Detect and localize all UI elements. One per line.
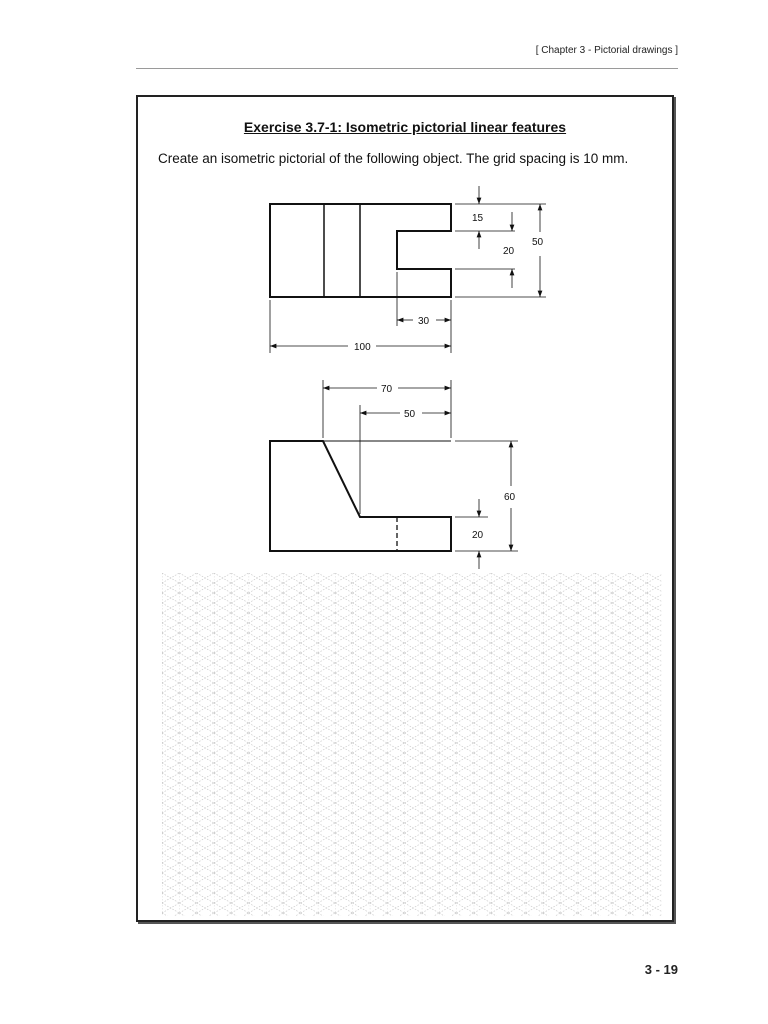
front-view bbox=[270, 186, 546, 353]
dim-60: 60 bbox=[504, 492, 516, 503]
chapter-header: [ Chapter 3 - Pictorial drawings ] bbox=[535, 45, 678, 56]
dim-20-front: 20 bbox=[503, 246, 515, 257]
exercise-instruction: Create an isometric pictorial of the following object. The grid spacing is 10 mm. bbox=[158, 151, 629, 166]
dim-50-side: 50 bbox=[404, 409, 416, 420]
page-number: 3 - 19 bbox=[644, 962, 678, 977]
dim-70: 70 bbox=[381, 384, 393, 395]
dim-20-side: 20 bbox=[472, 530, 484, 541]
dim-30: 30 bbox=[418, 316, 430, 327]
dim-15: 15 bbox=[472, 213, 484, 224]
side-view-outline bbox=[270, 441, 451, 551]
front-view-dimensions bbox=[354, 213, 544, 353]
isometric-grid bbox=[162, 573, 662, 916]
exercise-title: Exercise 3.7-1: Isometric pictorial linear features bbox=[243, 119, 567, 135]
dim-100: 100 bbox=[354, 342, 371, 353]
isometric-grid-fill bbox=[162, 573, 662, 916]
dim-50-front: 50 bbox=[532, 237, 544, 248]
